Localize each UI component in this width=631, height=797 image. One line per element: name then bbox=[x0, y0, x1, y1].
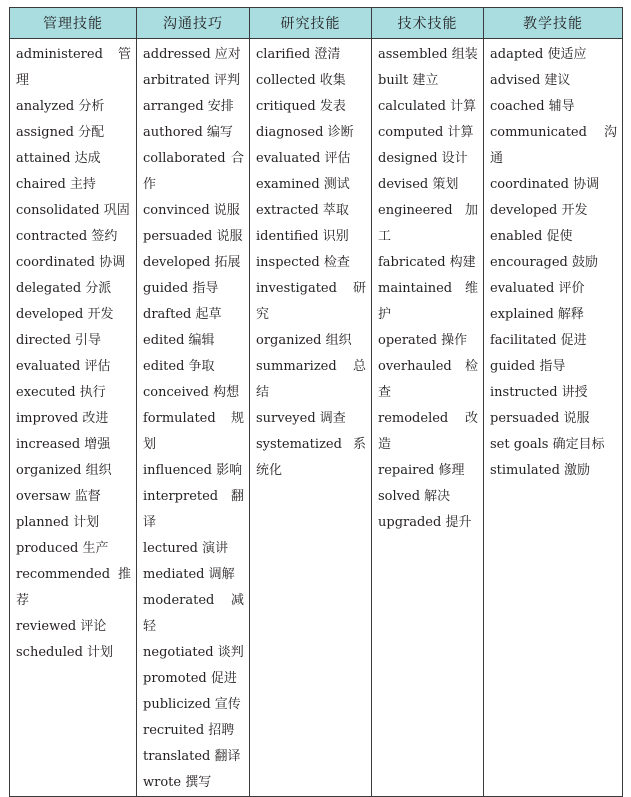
column-cell-technical bbox=[372, 39, 484, 797]
verb-item: systematized 系统化 bbox=[256, 437, 366, 478]
verb-item: moderated 减轻 bbox=[143, 593, 244, 634]
verb-item: oversaw 监督 bbox=[16, 489, 101, 504]
column-cell-research bbox=[250, 39, 372, 797]
verb-item: executed 执行 bbox=[16, 385, 106, 400]
column-header-communication: 沟通技巧 bbox=[137, 8, 250, 39]
verb-item: persuaded 说服 bbox=[143, 229, 243, 244]
verb-item: guided 指导 bbox=[143, 281, 219, 296]
verb-item: negotiated 谈判 bbox=[143, 645, 244, 660]
verb-item: edited 编辑 bbox=[143, 333, 215, 348]
verb-item: edited 争取 bbox=[143, 359, 215, 374]
verb-item: extracted 萃取 bbox=[256, 203, 349, 218]
verb-item: investigated 研究 bbox=[256, 281, 366, 322]
verb-item: organized 组织 bbox=[256, 333, 352, 348]
verb-item: enabled 促使 bbox=[490, 229, 573, 244]
verb-item: advised 建议 bbox=[490, 73, 571, 88]
verb-item: identified 识别 bbox=[256, 229, 349, 244]
table-body-row bbox=[10, 39, 623, 797]
verb-item: built 建立 bbox=[378, 73, 439, 88]
column-header-teaching: 教学技能 bbox=[484, 8, 623, 39]
verb-item: interpreted 翻译 bbox=[143, 489, 244, 530]
verb-item: coordinated 协调 bbox=[490, 177, 600, 192]
verb-item: increased 增强 bbox=[16, 437, 111, 452]
verb-item: assembled 组装 bbox=[378, 47, 478, 62]
skills-verb-table bbox=[9, 7, 623, 797]
verb-item: overhauled 检查 bbox=[378, 359, 478, 400]
verb-item: scheduled 计划 bbox=[16, 645, 114, 660]
verb-item: mediated 调解 bbox=[143, 567, 235, 582]
verb-item: lectured 演讲 bbox=[143, 541, 229, 556]
verb-item: addressed 应对 bbox=[143, 47, 241, 62]
research-verb-list bbox=[256, 42, 366, 484]
management-verb-list bbox=[16, 42, 131, 666]
verb-item: collected 收集 bbox=[256, 73, 346, 88]
verb-item: influenced 影响 bbox=[143, 463, 243, 478]
verb-item: translated 翻译 bbox=[143, 749, 241, 764]
verb-item: devised 策划 bbox=[378, 177, 459, 192]
verb-item: formulated 规划 bbox=[143, 411, 244, 452]
verb-item: encouraged 鼓励 bbox=[490, 255, 598, 270]
verb-item: attained 达成 bbox=[16, 151, 101, 166]
verb-item: reviewed 评论 bbox=[16, 619, 107, 634]
verb-item: convinced 说服 bbox=[143, 203, 240, 218]
verb-item: operated 操作 bbox=[378, 333, 468, 348]
column-header-research: 研究技能 bbox=[250, 8, 372, 39]
verb-item: delegated 分派 bbox=[16, 281, 112, 296]
verb-item: arranged 安排 bbox=[143, 99, 234, 114]
verb-item: upgraded 提升 bbox=[378, 515, 472, 530]
verb-item: analyzed 分析 bbox=[16, 99, 105, 114]
verb-item: consolidated 巩固 bbox=[16, 203, 130, 218]
verb-item: arbitrated 评判 bbox=[143, 73, 241, 88]
verb-item: coached 辅导 bbox=[490, 99, 575, 114]
column-header-management: 管理技能 bbox=[10, 8, 137, 39]
verb-item: inspected 检查 bbox=[256, 255, 350, 270]
verb-item: critiqued 发表 bbox=[256, 99, 346, 114]
verb-item: contracted 签约 bbox=[16, 229, 118, 244]
verb-item: assigned 分配 bbox=[16, 125, 105, 140]
verb-item: developed 拓展 bbox=[143, 255, 241, 270]
verb-item: instructed 讲授 bbox=[490, 385, 588, 400]
verb-item: directed 引导 bbox=[16, 333, 102, 348]
teaching-verb-list bbox=[490, 42, 617, 484]
verb-item: drafted 起草 bbox=[143, 307, 222, 322]
verb-item: facilitated 促进 bbox=[490, 333, 587, 348]
verb-item: repaired 修理 bbox=[378, 463, 465, 478]
column-cell-communication bbox=[137, 39, 250, 797]
verb-item: chaired 主持 bbox=[16, 177, 96, 192]
verb-item: authored 编写 bbox=[143, 125, 233, 140]
column-cell-management bbox=[10, 39, 137, 797]
verb-item: produced 生产 bbox=[16, 541, 109, 556]
column-header-technical: 技术技能 bbox=[372, 8, 484, 39]
verb-item: organized 组织 bbox=[16, 463, 112, 478]
verb-item: coordinated 协调 bbox=[16, 255, 126, 270]
verb-item: collaborated 合作 bbox=[143, 151, 244, 192]
verb-item: computed 计算 bbox=[378, 125, 474, 140]
technical-verb-list bbox=[378, 42, 478, 536]
verb-item: evaluated 评估 bbox=[256, 151, 351, 166]
verb-item: set goals 确定目标 bbox=[490, 437, 605, 452]
verb-item: calculated 计算 bbox=[378, 99, 477, 114]
verb-item: evaluated 评估 bbox=[16, 359, 111, 374]
verb-item: wrote 撰写 bbox=[143, 775, 212, 790]
verb-item: improved 改进 bbox=[16, 411, 109, 426]
verb-item: administered 管理 bbox=[16, 47, 131, 88]
verb-item: evaluated 评价 bbox=[490, 281, 585, 296]
column-cell-teaching bbox=[484, 39, 623, 797]
verb-item: guided 指导 bbox=[490, 359, 566, 374]
verb-item: maintained 维护 bbox=[378, 281, 478, 322]
verb-item: publicized 宣传 bbox=[143, 697, 241, 712]
communication-verb-list bbox=[143, 42, 244, 796]
verb-item: surveyed 调查 bbox=[256, 411, 346, 426]
verb-item: diagnosed 诊断 bbox=[256, 125, 354, 140]
verb-item: recruited 招聘 bbox=[143, 723, 235, 738]
verb-item: explained 解释 bbox=[490, 307, 584, 322]
verb-item: solved 解决 bbox=[378, 489, 451, 504]
verb-item: remodeled 改造 bbox=[378, 411, 478, 452]
verb-item: examined 测试 bbox=[256, 177, 350, 192]
verb-item: developed 开发 bbox=[490, 203, 588, 218]
verb-item: stimulated 激励 bbox=[490, 463, 591, 478]
verb-item: planned 计划 bbox=[16, 515, 100, 530]
verb-item: fabricated 构建 bbox=[378, 255, 476, 270]
verb-item: conceived 构想 bbox=[143, 385, 240, 400]
verb-item: developed 开发 bbox=[16, 307, 114, 322]
verb-item: adapted 使适应 bbox=[490, 47, 587, 62]
verb-item: promoted 促进 bbox=[143, 671, 237, 686]
verb-item: designed 设计 bbox=[378, 151, 468, 166]
verb-item: communicated 沟通 bbox=[490, 125, 617, 166]
verb-item: summarized 总结 bbox=[256, 359, 366, 400]
verb-item: engineered 加工 bbox=[378, 203, 478, 244]
table-header-row bbox=[10, 8, 623, 39]
verb-item: recommended 推荐 bbox=[16, 567, 131, 608]
verb-item: clarified 澄清 bbox=[256, 47, 341, 62]
verb-item: persuaded 说服 bbox=[490, 411, 590, 426]
